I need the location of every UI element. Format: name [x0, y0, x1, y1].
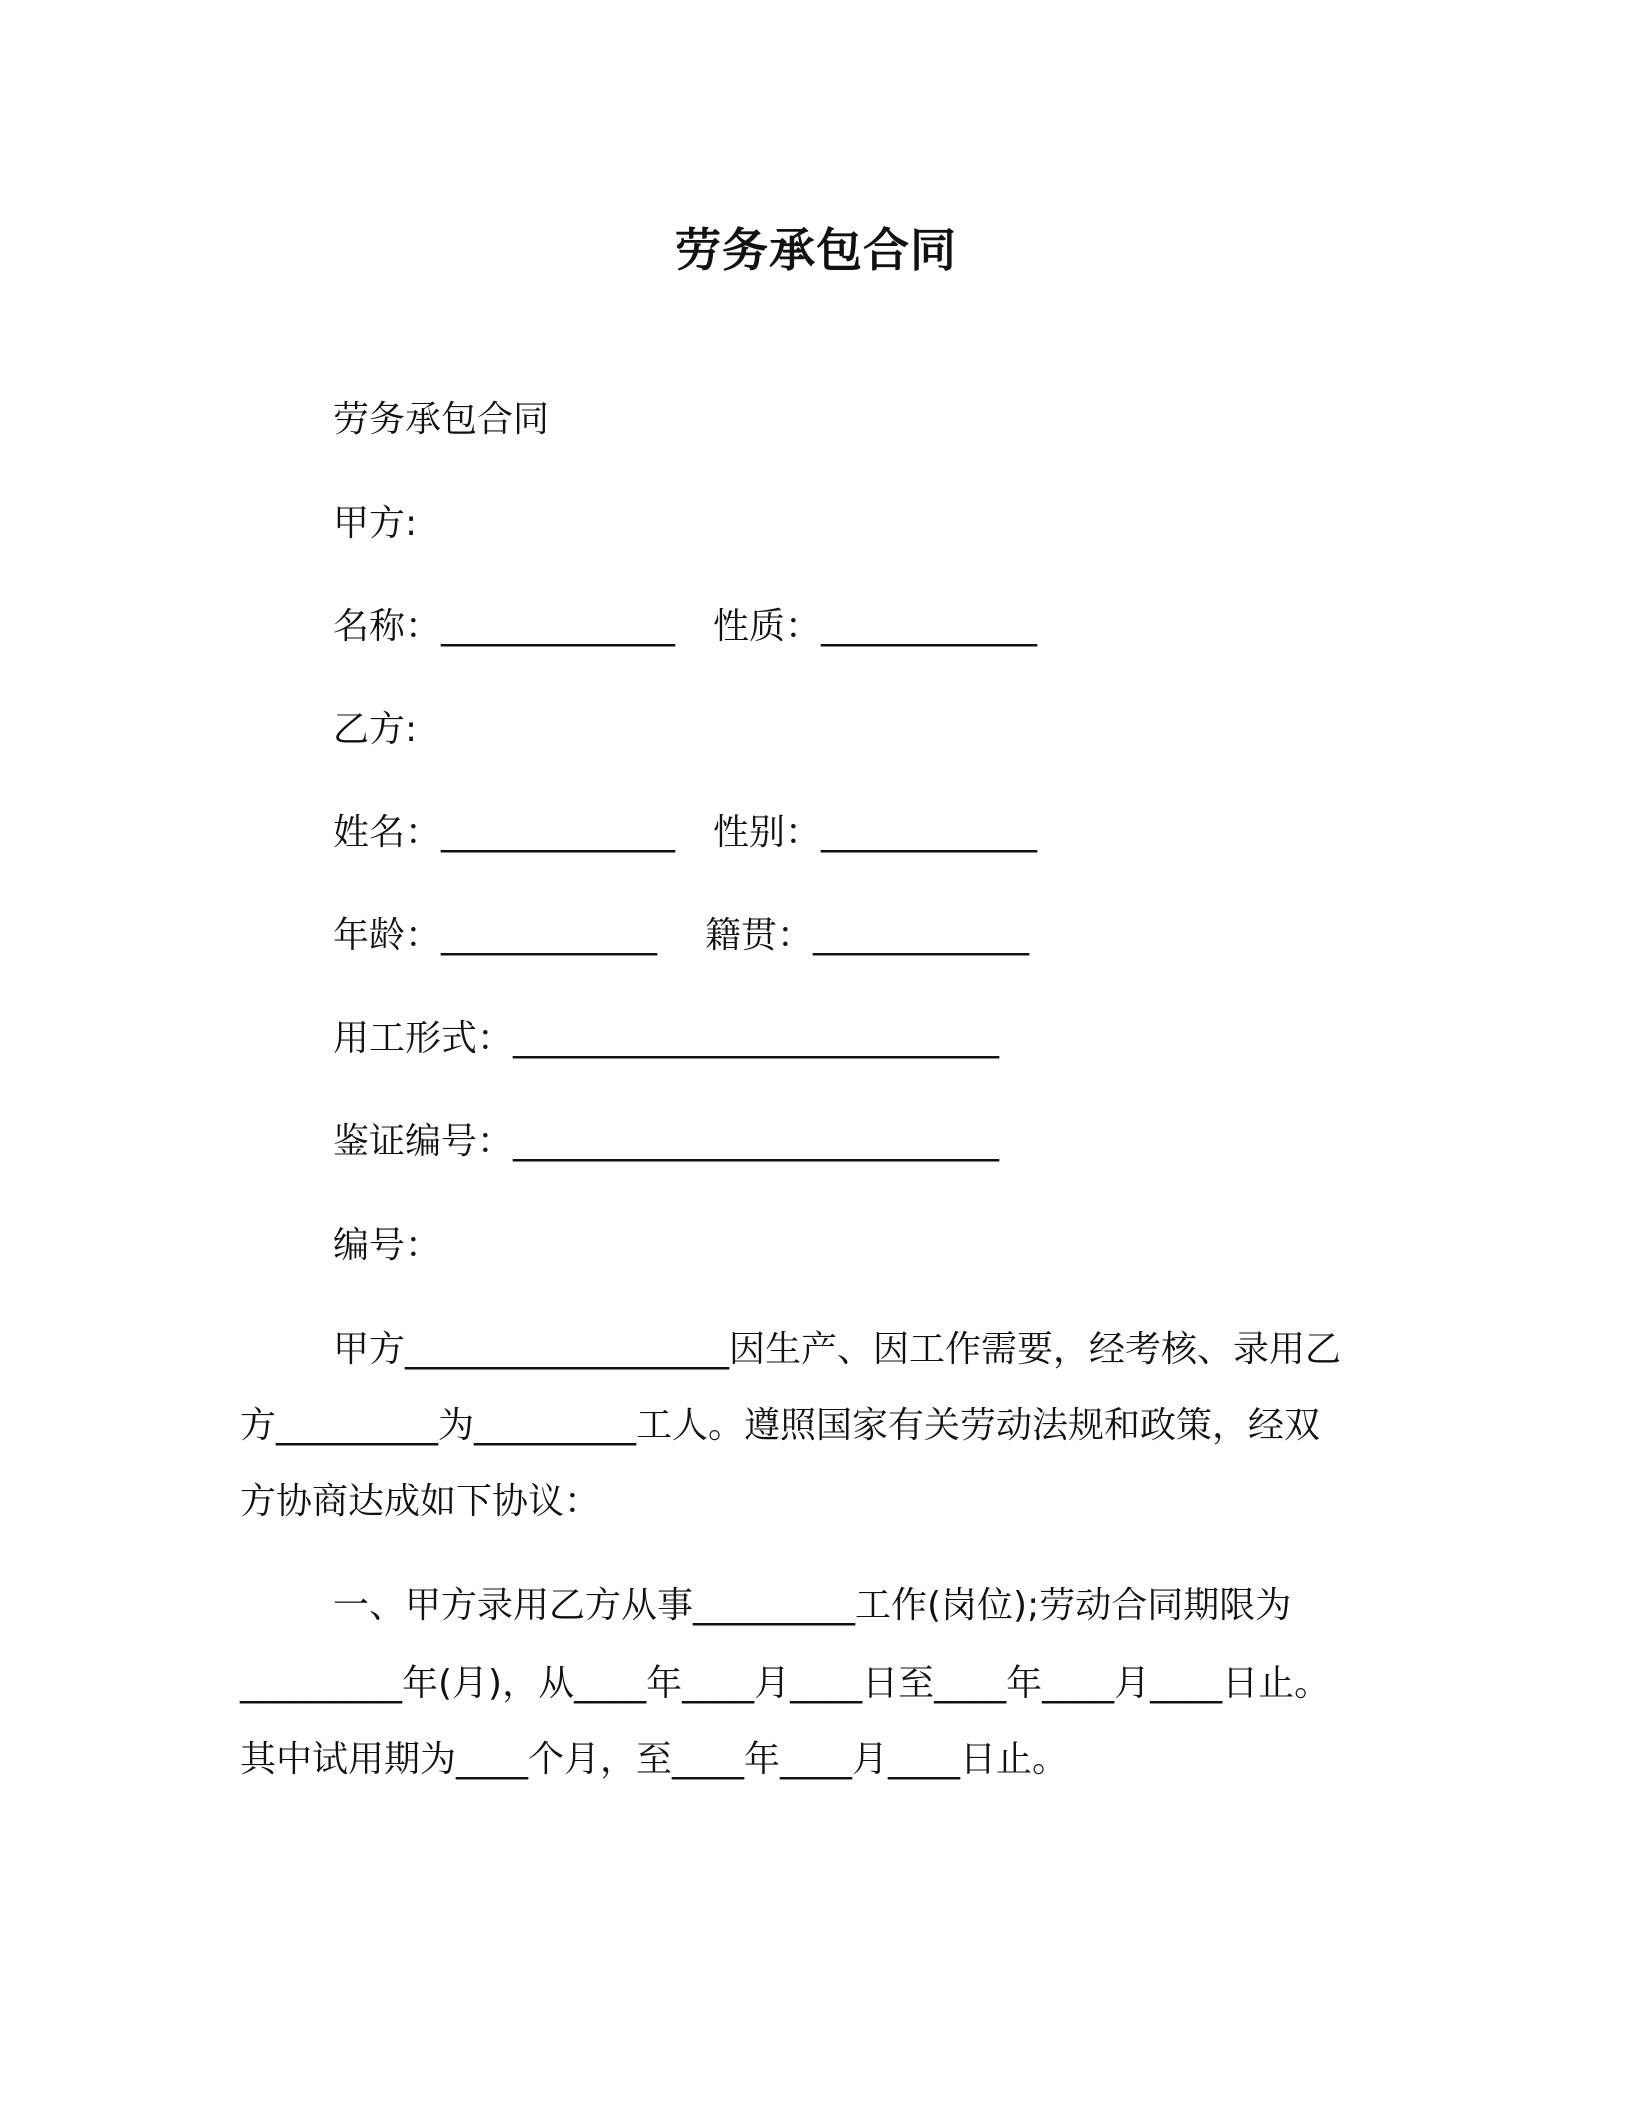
party-b-origin-field: 籍贯：____________	[705, 915, 1030, 956]
party-a-fields	[333, 603, 1037, 651]
clause1-line-1: 一、甲方录用乙方从事_________工作(岗位);劳动合同期限为	[333, 1585, 1292, 1626]
document-title: 劳务承包合同	[675, 223, 957, 277]
intro-line-2: 方_________为_________工人。遵照国家有关劳动法规和政策，经双	[240, 1405, 1321, 1446]
party-b-fields-row1	[333, 809, 1037, 857]
party-b-gender-field: 性别：____________	[713, 812, 1038, 853]
certification-number-field: 鉴证编号：___________________________	[333, 1121, 1000, 1162]
clause1-line-3: 其中试用期为____个月，至____年____月____日止。	[240, 1739, 1069, 1780]
subtitle: 劳务承包合同	[333, 399, 550, 440]
party-a-nature-field: 性质：____________	[713, 606, 1038, 647]
party-a-name-field: 名称：_____________	[333, 606, 676, 647]
party-a-label: 甲方:	[333, 503, 418, 544]
party-b-name-field: 姓名：_____________	[333, 812, 676, 853]
party-b-fields-row2	[333, 912, 1029, 960]
clause1-line-2: _________年(月)，从____年____月____日至____年____月____日止。	[240, 1663, 1331, 1704]
employment-form-field: 用工形式：___________________________	[333, 1018, 1000, 1059]
intro-line-3: 方协商达成如下协议：	[240, 1481, 601, 1522]
party-b-age-field: 年龄：____________	[333, 915, 658, 956]
party-b-label: 乙方:	[333, 709, 418, 750]
number-field: 编号：	[333, 1225, 442, 1266]
intro-line-1: 甲方__________________因生产、因工作需要，经考核、录用乙	[333, 1329, 1342, 1370]
